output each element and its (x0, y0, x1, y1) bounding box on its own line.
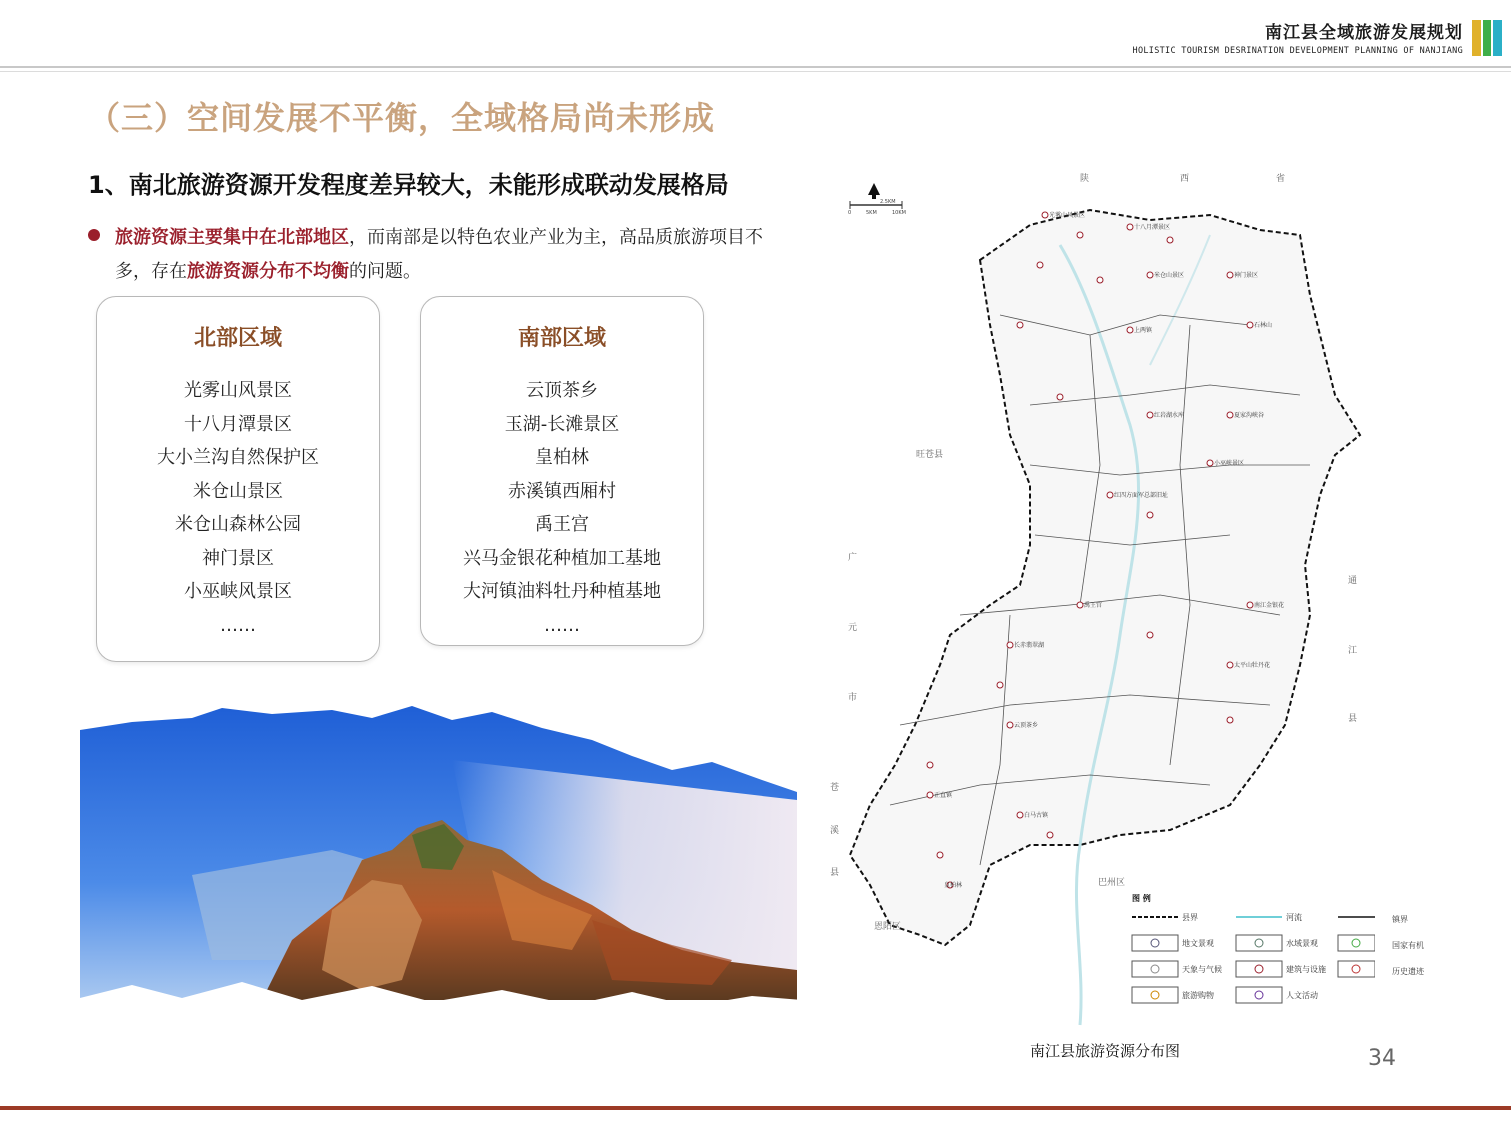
map-label: 十八月潭景区 (1134, 224, 1171, 231)
map-label: 米仓山景区 (1154, 272, 1185, 279)
map-label: 云顶茶乡 (1014, 722, 1039, 729)
neighbor-label: 恩阳区 (874, 922, 902, 932)
map-label: 南江金银花 (1254, 602, 1285, 609)
brand-bar-yellow (1472, 20, 1481, 56)
header-divider (0, 66, 1511, 68)
list-item: …… (220, 614, 256, 636)
south-region-list (421, 374, 703, 642)
footer-divider (0, 1106, 1511, 1110)
south-region-card (420, 296, 704, 646)
list-item: 神门景区 (202, 547, 274, 569)
legend-label: 历史遗迹 (1392, 967, 1424, 976)
neighbor-label: 苍 (830, 783, 840, 793)
list-item: 大河镇油料牡丹种植基地 (463, 581, 661, 602)
south-region-title: 南部区域 (517, 326, 606, 351)
neighbor-label: 县 (830, 868, 840, 878)
map-label: 白马古镇 (1024, 812, 1049, 819)
neighbor-label: 省 (1276, 174, 1286, 184)
map-label: 小巫峡景区 (1214, 460, 1245, 467)
scale-tick: 10KM (892, 210, 906, 216)
highlight-north: 旅游资源主要集中在北部地区 (115, 227, 349, 248)
scale-tick: 0 (848, 210, 852, 216)
neighbor-label: 广 (848, 553, 858, 563)
bullet-dot-icon (88, 229, 100, 241)
legend-label: 地文景观 (1182, 939, 1214, 948)
map-label: 禹王宫 (1084, 602, 1103, 609)
map-label: 太平山牡丹花 (1234, 662, 1271, 669)
map-label: 石林山 (1254, 322, 1273, 329)
legend-label: 镇界 (1392, 915, 1408, 924)
neighbor-label: 巴州区 (1098, 878, 1126, 888)
map-label: 红岩湖水库 (1154, 412, 1185, 419)
north-arrow-icon (868, 183, 880, 199)
legend-label: 县界 (1182, 913, 1198, 922)
list-item: 禹王宫 (535, 514, 589, 535)
header-divider-thin (0, 71, 1511, 72)
list-item: 光雾山风景区 (184, 380, 292, 401)
neighbor-label: 市 (848, 693, 858, 703)
map-label: 上两镇 (1134, 327, 1153, 334)
list-item: 米仓山森林公园 (175, 514, 301, 535)
map-label: 夏家沟峡谷 (1234, 412, 1265, 419)
page-number: 34 (1368, 1046, 1396, 1071)
mountain-landscape-photo (72, 700, 802, 1060)
brand-bar-green (1483, 20, 1492, 56)
north-region-card (96, 296, 380, 662)
neighbor-label: 江 (1348, 646, 1358, 656)
neighbor-label: 通 (1348, 576, 1358, 586)
legend-label: 人文活动 (1286, 991, 1318, 1000)
scale-tick: 5KM (866, 210, 877, 216)
map-label: 神门景区 (1234, 272, 1259, 279)
paragraph-end: 的问题。 (349, 261, 421, 282)
list-item: …… (544, 614, 580, 636)
legend-label: 天象与气候 (1182, 965, 1222, 974)
brand-color-bars (1472, 20, 1502, 56)
map-scale-bar (848, 199, 906, 216)
map-label: 长赤翡翠湖 (1014, 642, 1045, 649)
county-boundary (850, 210, 1360, 945)
brand-bar-cyan (1493, 20, 1502, 56)
map-caption: 南江县旅游资源分布图 (1030, 1042, 1181, 1060)
legend-label: 国家有机 (1392, 941, 1424, 950)
map-legend (1132, 893, 1375, 1003)
neighbor-label: 县 (1348, 714, 1358, 724)
legend-label: 河流 (1286, 913, 1302, 922)
list-item: 大小兰沟自然保护区 (157, 447, 319, 468)
bullet-paragraph (115, 221, 775, 289)
list-item: 赤溪镇西厢村 (508, 480, 616, 502)
legend-label: 建筑与设施 (1286, 965, 1326, 974)
legend-label: 旅游购物 (1182, 991, 1214, 1000)
document-title: 南江县全域旅游发展规划 (1265, 23, 1463, 43)
page-title: （三）空间发展不平衡，全域格局尚未形成 (88, 99, 716, 137)
map-label: 光雾山风景区 (1049, 212, 1086, 219)
north-region-title: 北部区域 (193, 326, 282, 351)
scale-tick: 2.5KM (880, 199, 896, 205)
neighbor-label: 溪 (830, 826, 840, 836)
neighbor-label: 陕 (1080, 174, 1090, 184)
document-subtitle: HOLISTIC TOURISM DESRINATION DEVELOPMENT PLANNING OF NANJIANG (1132, 46, 1463, 56)
highlight-imbalance: 旅游资源分布不均衡 (187, 261, 349, 282)
list-item: 玉湖-长滩景区 (504, 413, 620, 435)
neighbor-label: 西 (1180, 174, 1190, 184)
section-title: 1、南北旅游资源开发程度差异较大，未能形成联动发展格局 (88, 171, 729, 199)
north-region-list (97, 374, 379, 642)
legend-title: 图 例 (1132, 894, 1151, 903)
paragraph-text: ，而南部是以特色农业产业为主，高品质旅游项目不多，存在 (115, 227, 763, 282)
map-label: 正直镇 (934, 792, 953, 799)
list-item: 云顶茶乡 (526, 380, 598, 401)
neighbor-label: 旺苍县 (916, 450, 944, 460)
list-item: 皇柏林 (535, 447, 589, 468)
list-item: 十八月潭景区 (184, 413, 292, 435)
neighbor-label: 元 (848, 623, 858, 633)
map-label: 皇柏林 (944, 882, 963, 889)
map-label: 红四方面军总部旧址 (1114, 492, 1169, 499)
list-item: 兴马金银花种植加工基地 (463, 547, 661, 569)
list-item: 小巫峡风景区 (184, 581, 292, 602)
list-item: 米仓山景区 (193, 480, 283, 502)
tourism-resource-map (830, 165, 1375, 1035)
legend-label: 水域景观 (1286, 939, 1318, 948)
